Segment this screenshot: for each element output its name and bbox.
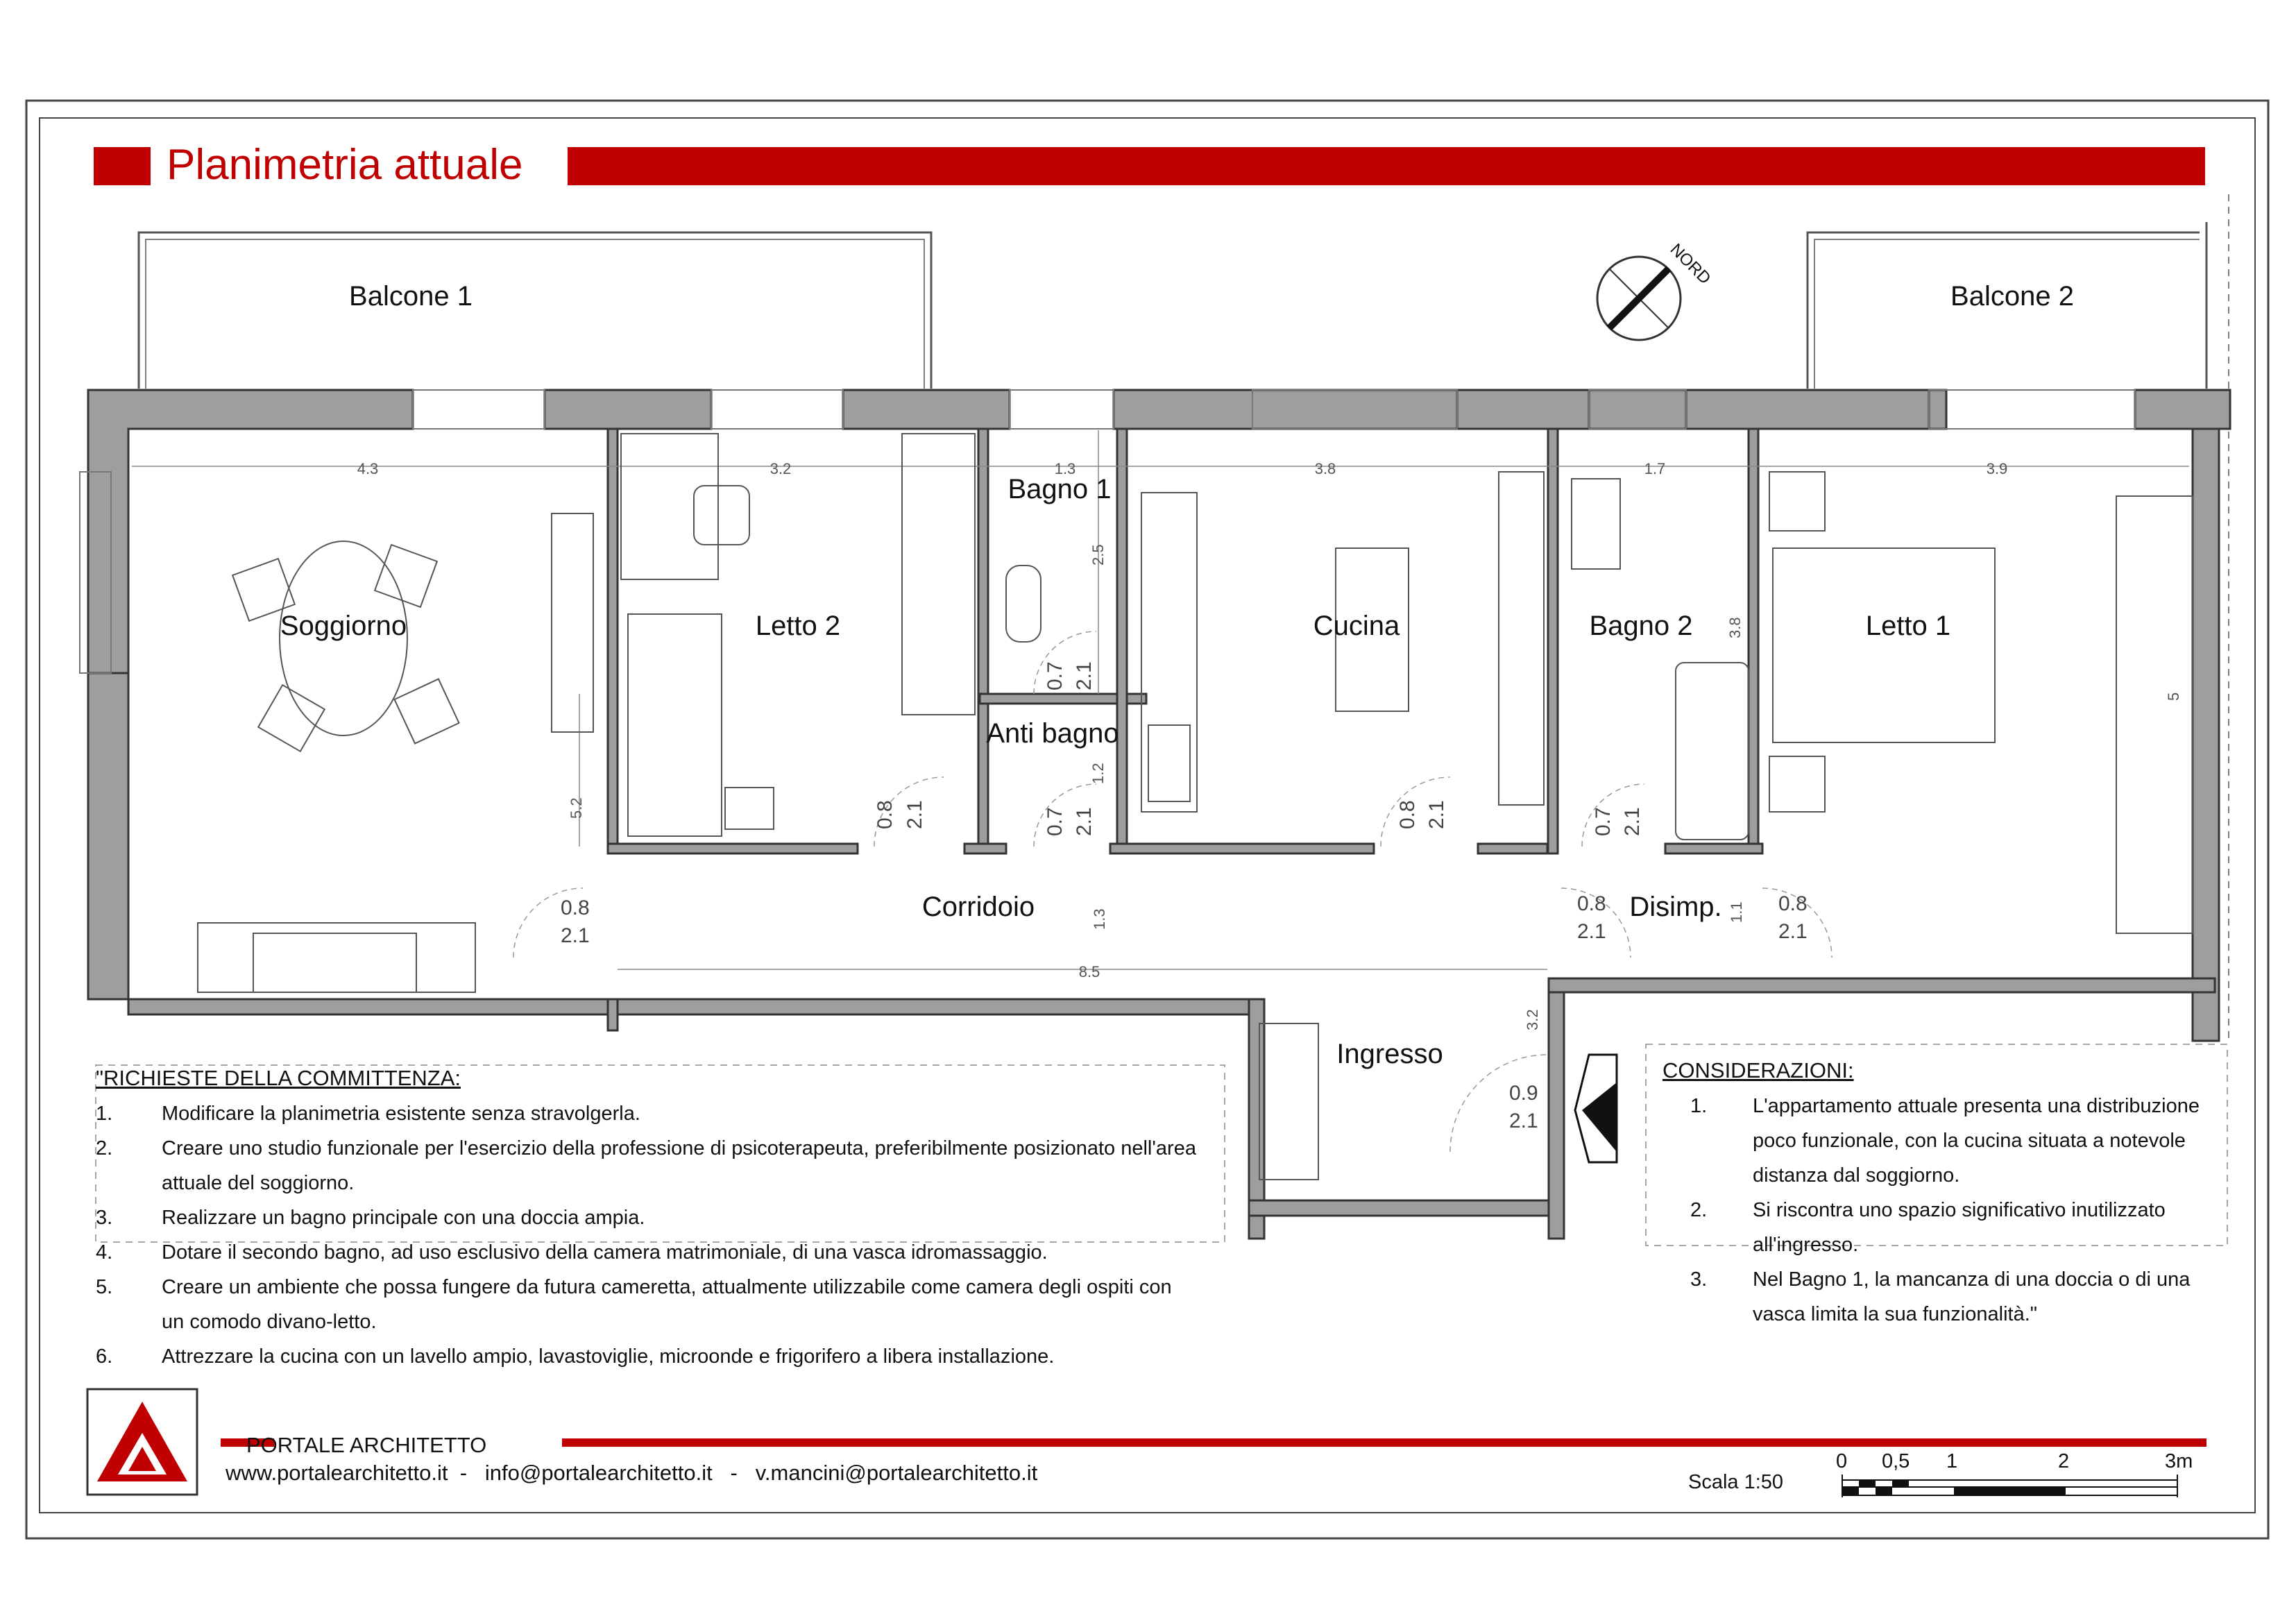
dim-corridoio-height: 1.3 xyxy=(1091,908,1108,930)
room-ingresso: Ingresso xyxy=(1336,1039,1443,1069)
door-antibagno-height: 2.1 xyxy=(1073,807,1096,836)
scale-tick: 0,5 xyxy=(1882,1450,1910,1472)
title-bar xyxy=(568,147,2205,185)
wardrobe-letto1 xyxy=(2116,496,2193,933)
consideration-item: 1. L'appartamento attuale presenta una distribuzione poco funzionale, con la cucina situata a notevole distanza dal soggiorno. xyxy=(1690,1095,2200,1187)
room-letto-2: Letto 2 xyxy=(755,611,841,641)
portale-architetto-logo xyxy=(87,1389,197,1495)
room-cucina: Cucina xyxy=(1313,611,1400,641)
request-item: 3. Realizzare un bagno principale con una doccia ampia. xyxy=(96,1207,645,1229)
door-cucina-width: 0.8 xyxy=(1396,800,1419,829)
door-letto1-height: 2.1 xyxy=(1778,920,1808,943)
tv-cabinet xyxy=(552,513,593,732)
room-balcone-2: Balcone 2 xyxy=(1950,281,2074,312)
dim-letto1-height: 5 xyxy=(2165,692,2182,701)
contact-links: www.portalearchitetto.it - info@portalearchitetto.it - v.mancini@portalearchitetto.it xyxy=(226,1461,1038,1485)
dimension-lines xyxy=(132,430,2189,969)
door-soggiorno-width: 0.8 xyxy=(561,897,590,919)
bagno2-sink xyxy=(1572,479,1620,569)
desk xyxy=(621,434,718,579)
considerations-heading: CONSIDERAZIONI: xyxy=(1663,1058,1854,1082)
balcone-1 xyxy=(139,232,931,389)
scale-tick: 1 xyxy=(1946,1450,1958,1472)
north-compass xyxy=(1597,240,1715,340)
considerations xyxy=(1663,1058,2204,1332)
dim-bagno1-height: 2.5 xyxy=(1089,544,1107,566)
door-ingresso-width: 0.9 xyxy=(1509,1082,1538,1105)
room-anti-bagno: Anti bagno xyxy=(986,718,1119,749)
client-requests xyxy=(96,1066,1199,1374)
scale-tick: 0 xyxy=(1836,1450,1848,1472)
bathtub xyxy=(1676,663,1749,840)
title-block-left xyxy=(94,147,151,185)
door-letto1-width: 0.8 xyxy=(1778,892,1808,915)
dim-soggiorno-height: 5.2 xyxy=(568,797,585,819)
room-corridoio: Corridoio xyxy=(921,892,1035,922)
brand-name: PORTALE ARCHITETTO xyxy=(246,1433,487,1457)
bed-letto1 xyxy=(1773,548,1995,742)
ingresso-cabinet xyxy=(1259,1023,1318,1180)
consideration-item: 2. Si riscontra uno spazio significativo inutilizzato all'ingresso. xyxy=(1690,1199,2166,1256)
kitchen-cabinet xyxy=(1499,472,1544,805)
scale-bar xyxy=(1842,1475,2177,1497)
request-item: 1. Modificare la planimetria esistente senza stravolgerla. xyxy=(96,1103,640,1125)
wardrobe-letto2 xyxy=(902,434,975,715)
nord-label: NORD xyxy=(1666,240,1715,289)
room-soggiorno: Soggiorno xyxy=(280,611,407,641)
door-bagno2-width: 0.7 xyxy=(1592,807,1615,836)
door-bagno2-height: 2.1 xyxy=(1621,807,1644,836)
scale-tick: 3m xyxy=(2165,1450,2193,1472)
dim-ingresso-height: 3.2 xyxy=(1524,1009,1541,1030)
door-letto2-width: 0.8 xyxy=(874,800,896,829)
door-bagno1-height: 2.1 xyxy=(1073,661,1096,690)
door-letto2-height: 2.1 xyxy=(903,800,926,829)
request-item: 2. Creare uno studio funzionale per l'esercizio della professione di psicoterapeuta, preferibilmente posizionato nell'area attuale del soggiorno. xyxy=(96,1137,1196,1194)
request-item: 5. Creare un ambiente che possa fungere da futura cameretta, attualmente utilizzabile come camera degli ospiti con un comodo divano-letto. xyxy=(96,1276,1172,1333)
dim-letto1-width: 3.9 xyxy=(1986,460,2008,477)
door-cucina-height: 2.1 xyxy=(1425,800,1448,829)
footer-bar-right xyxy=(562,1438,2206,1447)
scale-label: Scala 1:50 xyxy=(1688,1471,1784,1493)
dim-soggiorno-width: 4.3 xyxy=(357,460,379,477)
request-item: 6. Attrezzare la cucina con un lavello ampio, lavastoviglie, microonde e frigorifero a libera installazione. xyxy=(96,1345,1055,1368)
room-bagno-2: Bagno 2 xyxy=(1589,611,1693,641)
door-disimp-height: 2.1 xyxy=(1577,920,1606,943)
dim-corridoio-width: 8.5 xyxy=(1078,963,1100,980)
kitchen-counter xyxy=(1141,493,1197,812)
room-disimp: Disimp. xyxy=(1629,892,1722,922)
door-disimp-width: 0.8 xyxy=(1577,892,1606,915)
dim-bagno2-width: 1.7 xyxy=(1644,460,1666,477)
dim-bagno1-width: 1.3 xyxy=(1054,460,1076,477)
request-item: 4. Dotare il secondo bagno, ad uso esclusivo della camera matrimoniale, di una vasca idromassaggio. xyxy=(96,1241,1048,1264)
room-letto-1: Letto 1 xyxy=(1865,611,1951,641)
door-soggiorno-height: 2.1 xyxy=(561,924,590,947)
dim-disimp-height: 1.1 xyxy=(1728,901,1745,923)
bed-letto2 xyxy=(628,614,722,836)
dim-letto2-width: 3.2 xyxy=(769,460,792,477)
dim-bagno2-height: 3.8 xyxy=(1726,617,1744,638)
scale-tick: 2 xyxy=(2058,1450,2070,1472)
entry-arrow-icon xyxy=(1575,1055,1617,1162)
door-ingresso-height: 2.1 xyxy=(1509,1110,1538,1132)
door-antibagno-width: 0.7 xyxy=(1044,807,1066,836)
room-balcone-1: Balcone 1 xyxy=(349,281,473,312)
dim-antibagno-height: 1.2 xyxy=(1089,763,1107,784)
dim-cucina-width: 3.8 xyxy=(1314,460,1336,477)
requests-heading: "RICHIESTE DELLA COMMITTENZA: xyxy=(96,1066,461,1090)
consideration-item: 3. Nel Bagno 1, la mancanza di una doccia o di una vasca limita la sua funzionalità." xyxy=(1690,1268,2191,1325)
door-bagno1-width: 0.7 xyxy=(1044,661,1066,690)
room-bagno-1: Bagno 1 xyxy=(1007,474,1112,504)
page-title: Planimetria attuale xyxy=(167,141,523,189)
